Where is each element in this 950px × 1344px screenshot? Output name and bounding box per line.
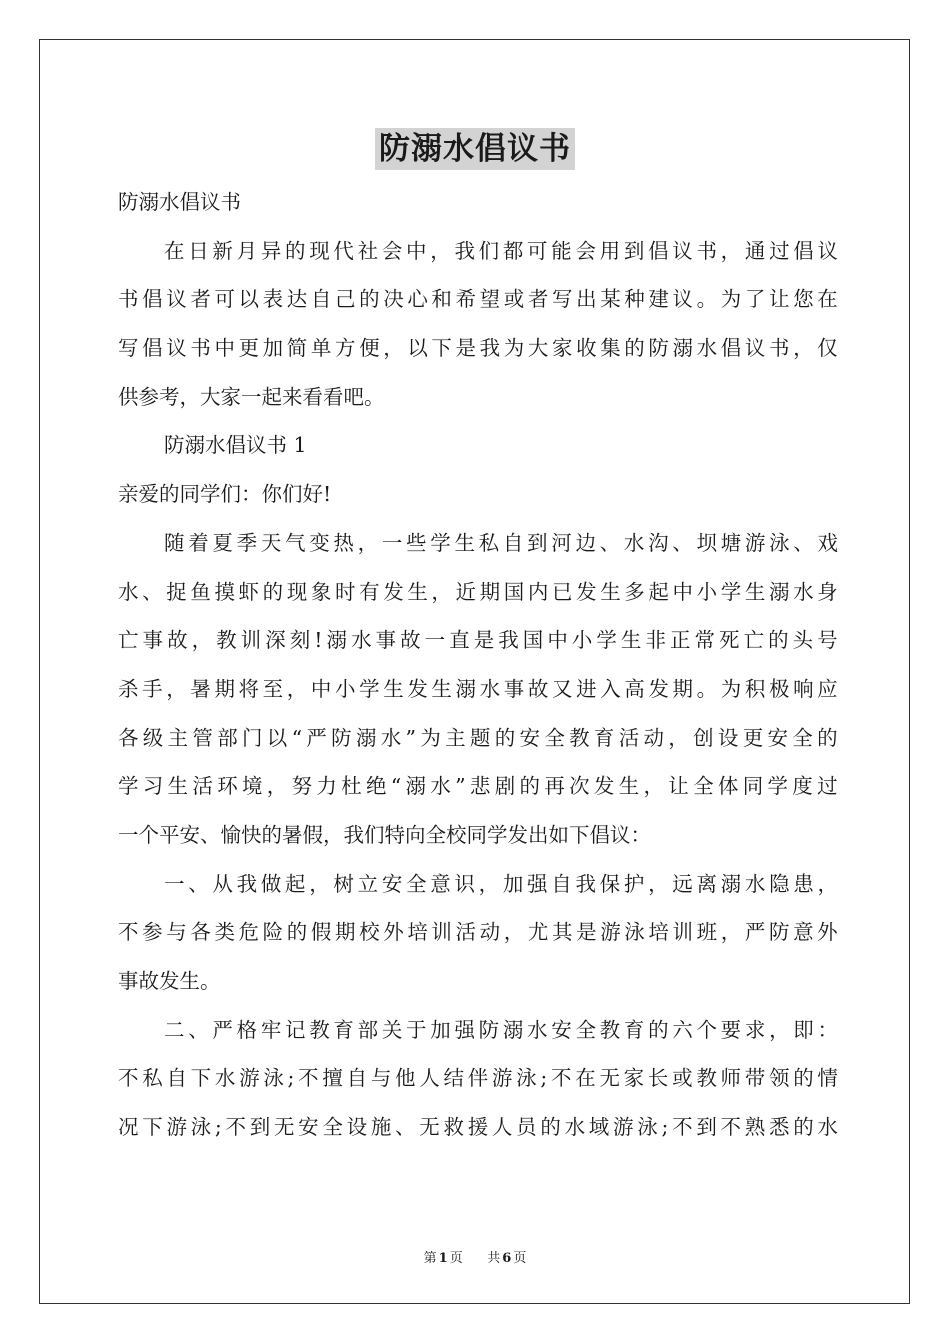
total-pages-indicator: 共 6 页 [487, 1251, 527, 1266]
text-line: 事故发生。 [118, 969, 221, 993]
title-wrap [0, 128, 950, 170]
text-line: 一个平安、愉快的暑假，我们特向全校同学发出如下倡议： [118, 822, 651, 847]
text-line: 水 、 捉 鱼 摸 虾 的 现 象 时 有 发 生 ， 近 期 国 内 已 发 生 多 起 中 小 学 生 溺 水 身 [118, 579, 838, 604]
text-line: 杀 手 ， 暑 期 将 至 ， 中 小 学 生 发 生 溺 水 事 故 又 进 入 高 发 期 。 为 积 极 响 应 [118, 676, 838, 701]
text-line: 写 倡 议 书 中 更 加 简 单 方 便 ， 以 下 是 我 为 大 家 收 集 的 防 溺 水 倡 议 书 ， 仅 [118, 336, 838, 361]
page-indicator: 第 1 页 [423, 1251, 463, 1266]
text-line: 亡 事 故 ， 教 训 深 刻 ! 溺 水 事 故 一 直 是 我 国 中 小 学 生 非 正 常 死 亡 的 头 号 [118, 628, 838, 653]
text-line: 书 倡 议 者 可 以 表 达 自 己 的 决 心 和 希 望 或 者 写 出 某 种 建 议 。 为 了 让 您 在 [118, 287, 838, 312]
text-line: 一 、 从 我 做 起 ， 树 立 安 全 意 识 ， 加 强 自 我 保 护 ， 远 离 溺 水 隐 患 ， [164, 871, 838, 896]
text-line: 供参考，大家一起来看看吧。 [118, 384, 385, 409]
text-line: 不 参 与 各 类 危 险 的 假 期 校 外 培 训 活 动 ， 尤 其 是 游 泳 培 训 班 ， 严 防 意 外 [118, 920, 838, 945]
total-page-number: 6 [502, 1251, 512, 1266]
text-line: 防溺水倡议书 [118, 190, 241, 214]
text-line: 各 级 主 管 部 门 以 “ 严 防 溺 水 ” 为 主 题 的 安 全 教 育 活 动 ， 创 设 更 安 全 的 [118, 725, 838, 750]
current-page-number: 1 [438, 1251, 448, 1266]
text-line: 二 、 严 格 牢 记 教 育 部 关 于 加 强 防 溺 水 安 全 教 育 的 六 个 要 求 ， 即 ： [164, 1017, 838, 1042]
page-footer [0, 1247, 950, 1266]
text-line: 亲爱的同学们：你们好! [118, 482, 332, 507]
text-line: 随 着 夏 季 天 气 变 热 ， 一 些 学 生 私 自 到 河 边 、 水 沟 、 坝 塘 游 泳 、 戏 [164, 530, 838, 555]
text-line: 在 日 新 月 异 的 现 代 社 会 中 ， 我 们 都 可 能 会 用 到 倡 议 书 ， 通 过 倡 议 [164, 238, 838, 263]
text-line: 防溺水倡议书 1 [164, 433, 307, 458]
text-line: 学 习 生 活 环 境 ， 努 力 杜 绝 “ 溺 水 ” 悲 剧 的 再 次 发 生 ， 让 全 体 同 学 度 过 [118, 774, 838, 799]
text-line: 不 私 自 下 水 游 泳 ; 不 擅 自 与 他 人 结 伴 游 泳 ; 不 在 无 家 长 或 教 师 带 领 的 情 [118, 1066, 838, 1091]
document-body [118, 178, 838, 1152]
text-line: 况 下 游 泳 ; 不 到 无 安 全 设 施 、 无 救 援 人 员 的 水 域 游 泳 ; 不 到 不 熟 悉 的 水 [118, 1115, 838, 1140]
document-title: 防溺水倡议书 [375, 128, 575, 170]
